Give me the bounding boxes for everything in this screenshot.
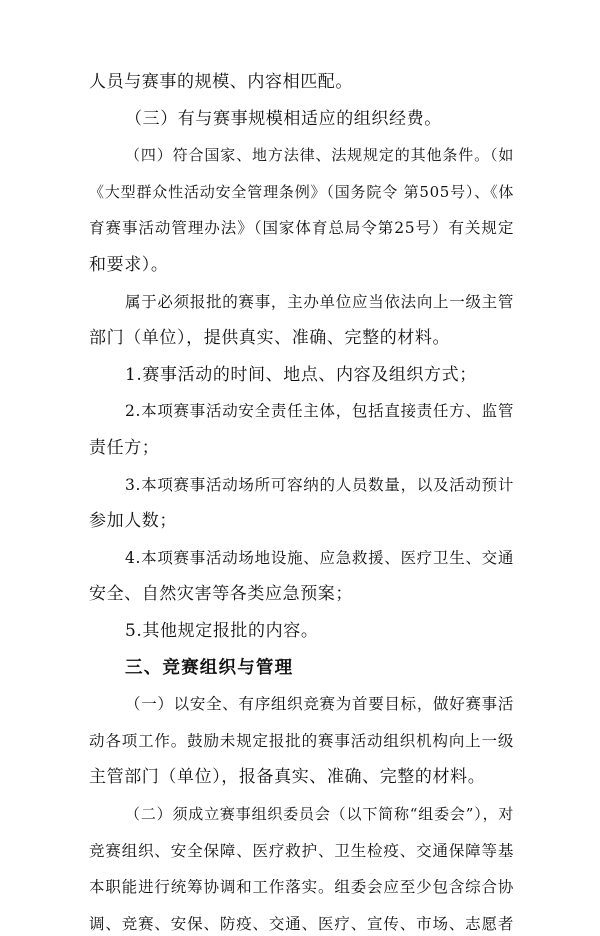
text-line: 4.本项赛事活动场地设施、应急救援、医疗卫生、交通 <box>125 549 514 567</box>
text-line: 部门（单位），提供真实、准确、完整的材料。 <box>89 328 451 348</box>
text-line: 5.其他规定报批的内容。 <box>125 621 319 641</box>
text-line: （二）须成立赛事组织委员会（以下简称“组委会”），对 <box>125 805 514 823</box>
text-line: （一）以安全、有序组织竞赛为首要目标，做好赛事活 <box>125 695 514 713</box>
text-line: （四）符合国家、地方法律、法规规定的其他条件。（如 <box>125 146 514 164</box>
text-line: 本职能进行统筹协调和工作落实。组委会应至少包含综合协 <box>89 878 514 896</box>
text-line: （三）有与赛事规模相适应的组织经费。 <box>125 109 442 129</box>
text-line: 3.本项赛事活动场所可容纳的人员数量，以及活动预计 <box>125 476 514 494</box>
text-line: 育赛事活动管理办法》（国家体育总局令第25号）有关规定 <box>89 219 514 237</box>
text-line: 动各项工作。鼓励未规定报批的赛事活动组织机构向上一级 <box>89 732 514 750</box>
text-line: 人员与赛事的规模、内容相匹配。 <box>89 72 353 92</box>
text-line: 竞赛组织、安全保障、医疗救护、卫生检疫、交通保障等基 <box>89 842 514 860</box>
section-heading: 三、竞赛组织与管理 <box>125 658 294 678</box>
text-line: 责任方； <box>89 438 160 458</box>
text-line: 调、竞赛、安保、防疫、交通、医疗、宣传、市场、志愿者 <box>89 915 514 933</box>
text-line: 《大型群众性活动安全管理条例》（国务院令 第505号）、《体 <box>89 183 514 201</box>
text-line: 和要求）。 <box>89 255 169 275</box>
text-line: 属于必须报批的赛事，主办单位应当依法向上一级主管 <box>125 293 514 311</box>
text-line: 安全、自然灾害等各类应急预案； <box>89 584 353 604</box>
text-line: 2.本项赛事活动安全责任主体，包括直接责任方、监管 <box>125 402 514 420</box>
text-line: 参加人数； <box>89 511 177 531</box>
text-line: 主管部门（单位），报备真实、准确、完整的材料。 <box>89 767 486 787</box>
text-line: 1.赛事活动的时间、地点、内容及组织方式； <box>125 365 477 385</box>
